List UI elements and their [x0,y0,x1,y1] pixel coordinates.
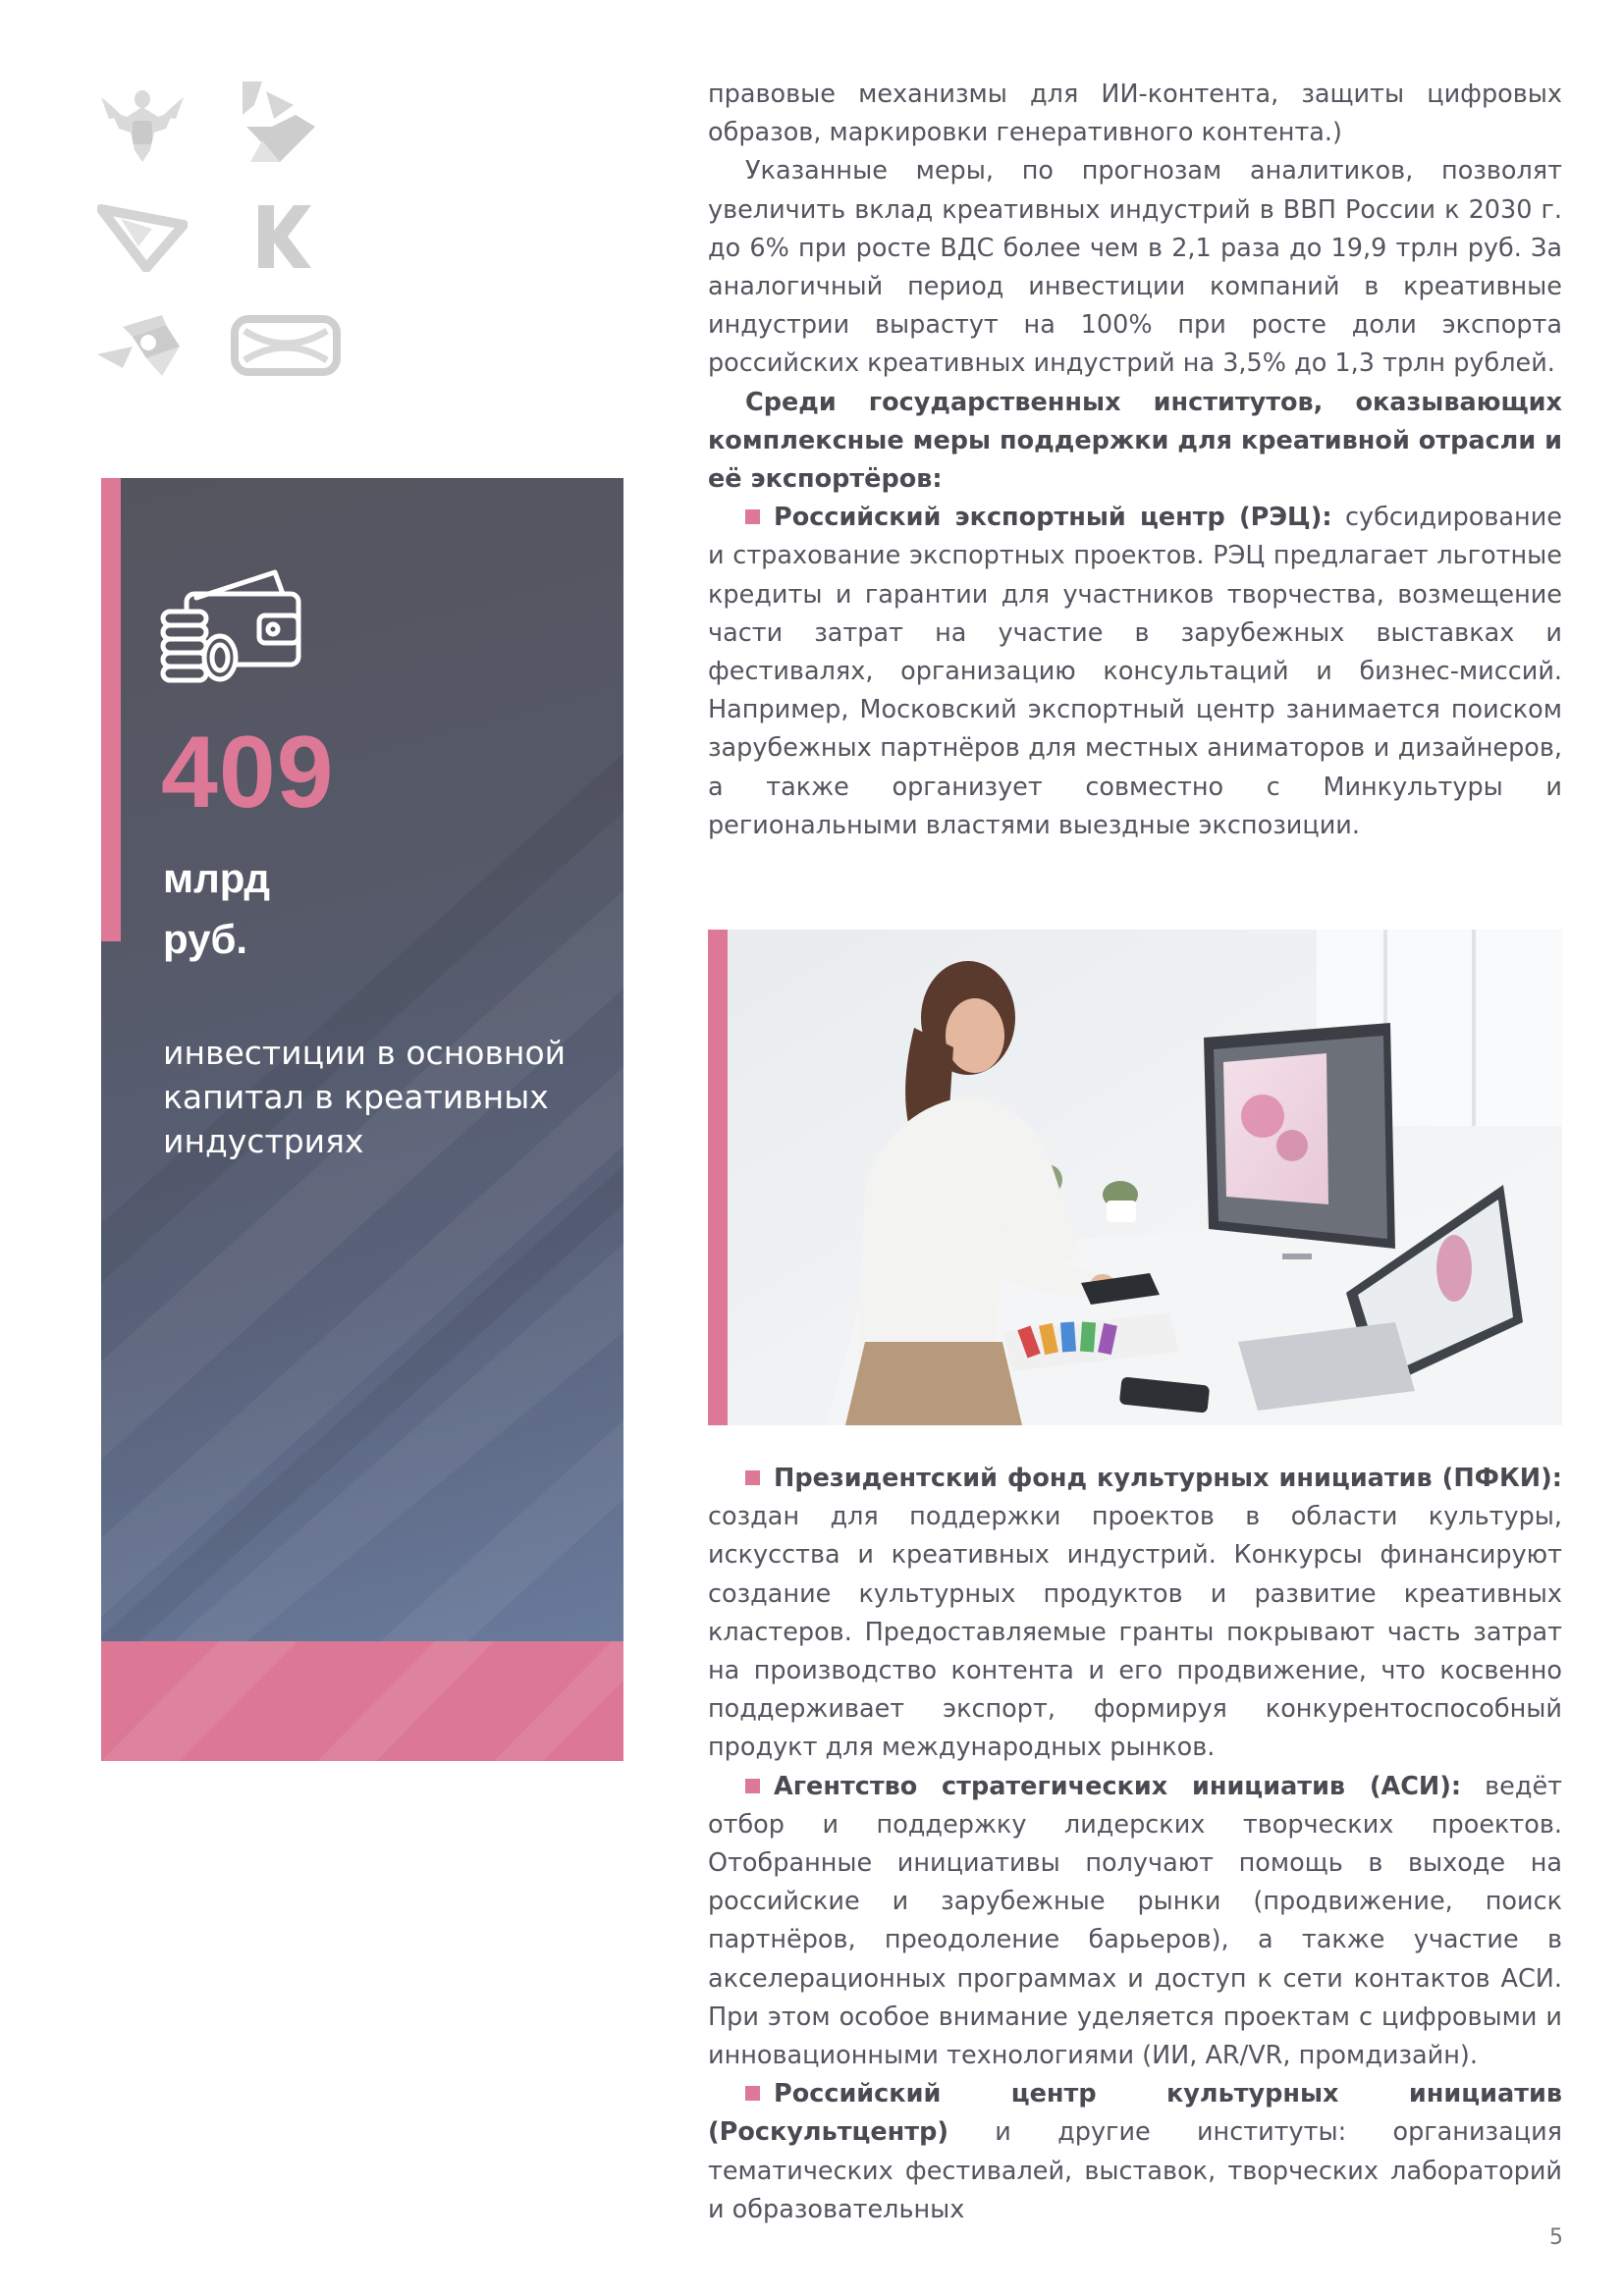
list-item-text: ведёт отбор и поддержку лидерских творческих проектов. Отобранные инициативы получают помощь в выходе на российские и зарубежные рынки (продвижение, поиск партнёров, преодоление барьеров), а также участие в акселерационных программах и доступ к сети контактов АСИ. При этом особое внимание уделяется проектам с цифровыми и инновационными технологиями (ИИ, AR/VR, промдизайн). [708,1771,1562,2071]
page-number: 5 [1549,2225,1563,2250]
stat-number: 409 [161,716,335,829]
list-item-text: и другие институты: организация тематических фестивалей, выставок, творческих лабораторий и образовательных [708,2117,1562,2224]
list-item-title: Российский экспортный центр (РЭЦ): [774,503,1332,533]
bow-logo [231,313,341,378]
list-item [708,1460,1562,1768]
bullet-square-icon [745,509,760,524]
stat-unit [163,848,270,970]
emblem-logo [97,78,188,168]
triangle-logo [97,201,188,272]
stat-description: инвестиции в основной капитал в креативных индустриях [163,1034,567,1160]
list-item-text: создан для поддержки проектов в области культуры, искусства и креативных индустрий. Конкурсы финансируют создание культурных продуктов и развитие креативных кластеров. Предоставляемые гранты покрывают часть затрат на производство контента и его продвижение, что косвенно поддерживает экспорт, формируя конкурентоспособный продукт для международных рынков. [708,1502,1562,1763]
photo-illustration [708,930,1562,1425]
text-column-bottom [708,1460,1562,2229]
stat-unit-line1: млрд [163,855,271,901]
star-logo [93,307,191,382]
text-column-top [708,76,1562,845]
list-item-title: Президентский фонд культурных инициатив (ПФКИ): [774,1464,1562,1493]
stat-unit-line2: руб. [163,916,248,962]
paragraph: правовые механизмы для ИИ-контента, защиты цифровых образов, маркировки генеративного контента.) [708,80,1562,148]
list-item [708,2075,1562,2229]
photo-designer-at-computer [708,930,1562,1425]
bullet-square-icon [745,2086,760,2101]
bullet-square-icon [745,1470,760,1485]
list-item-title: Агентство стратегических инициатив (АСИ): [774,1771,1462,1801]
panel-accent-bar [101,478,121,941]
arrow-mark-logo [237,76,319,168]
bullet-square-icon [745,1779,760,1793]
photo-accent-bar [708,930,728,1425]
panel-pink-band [101,1641,623,1761]
k-letter-logo [254,201,313,272]
paragraph: Указанные меры, по прогнозам аналитиков, позволят увеличить вклад креативных индустрий в ВВП России к 2030 г. до 6% при росте ВДС более чем в 2,1 раза до 19,9 трлн руб. За аналогичный период инвестиции компаний в креативные индустрии вырастут на 100% при росте доли экспорта российских креативных индустрий на 3,5% до 1,3 трлн рублей. [708,156,1562,379]
list-item [708,499,1562,845]
wallet-coins-icon [157,564,304,687]
paragraph-bold: Среди государственных институтов, оказывающих комплексные меры поддержки для креативной отрасли и её экспортёров: [708,387,1562,495]
list-item [708,1768,1562,2076]
list-item-title: Российский центр культурных инициатив (Роскультцентр) [708,2079,1562,2148]
list-item-text: субсидирование и страхование экспортных проектов. РЭЦ предлагает льготные кредиты и гарантии для участников творчества, возмещение части затрат на участие в зарубежных выставках и фестивалях, организацию консультаций и бизнес-миссий. Например, Московский экспортный центр занимается поиском зарубежных партнёров для местных аниматоров и дизайнеров, а также организует совместно с Минкультуры и региональными властями выездные экспозиции. [708,503,1562,840]
partner-logos [93,74,349,388]
